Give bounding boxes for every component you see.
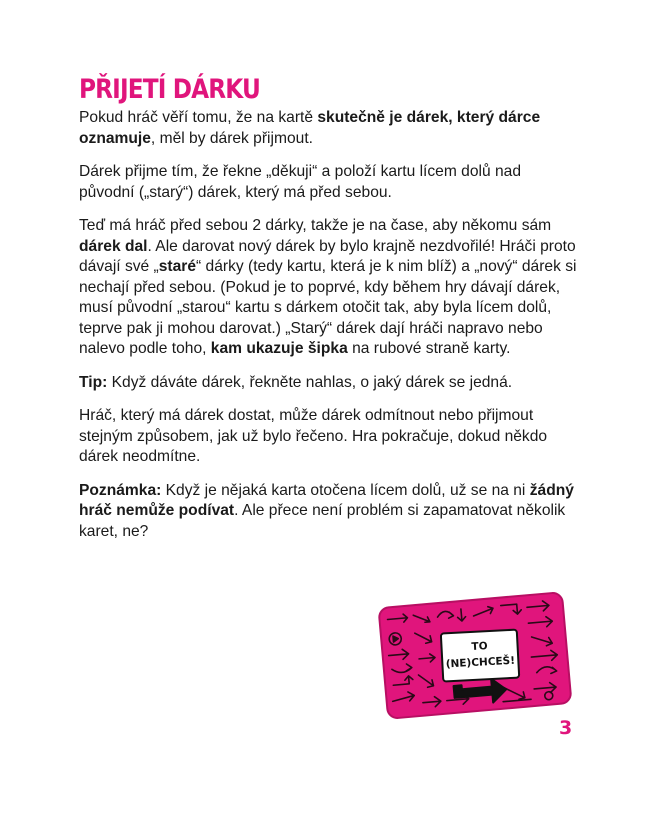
bold-text: skutečně je dárek, který dárce oznamuje xyxy=(79,109,541,147)
paragraph xyxy=(79,406,579,468)
text-run: Když je nějaká karta otočena lícem dolů, už se na ni xyxy=(161,481,530,499)
text-run: na rubové straně karty. xyxy=(347,340,511,357)
text-run: Pokud hráč věří tomu, že na kartě xyxy=(79,109,318,126)
paragraph xyxy=(79,162,579,203)
text-run: Hráč, který má dárek dostat, může dárek odmítnout nebo přijmout stejným způsobem, jak už bylo řečeno. Hra pokračuje, dokud někdo dárek neodmítne. xyxy=(79,407,548,465)
bold-text: Poznámka: xyxy=(79,481,162,499)
page-number: 3 xyxy=(559,717,573,739)
page-title: PŘIJETÍ DÁRKU xyxy=(79,74,260,105)
bold-text: žádný hráč nemůže podívat xyxy=(79,481,574,519)
text-run: Dárek přijme tím, že řekne „děkuji“ a položí kartu lícem dolů nad původní („starý“) dárek, který má před sebou. xyxy=(79,163,522,201)
bold-text: dárek dal xyxy=(79,237,148,255)
text-run: “ dárky (tedy kartu, která je k nim blíž) a „nový“ dárek si nechají před sebou. (Pokud je to poprvé, kdy během hry dávají dárek, musí původní „starou“ kartu s dárkem otočit tak, aby byla lícem dolů, teprve pak ji mohou darovat.) „Starý“ dárek dají hráči napravo nebo nalevo podle toho, xyxy=(79,258,577,357)
card-label-line: (NE)CHCEŠ! xyxy=(445,654,516,671)
text-run: . Ale darovat nový dárek by bylo krajně nezdvořilé! Hráči proto dávají své „ xyxy=(79,237,576,275)
text-run: . Ale přece není problém si zapamatovat několik karet, ne? xyxy=(79,502,566,540)
paragraph xyxy=(79,108,579,149)
card-label-line: TO xyxy=(471,640,488,653)
text-run: Když dáváte dárek, řekněte nahlas, o jaký dárek se jedná. xyxy=(107,373,513,391)
paragraph xyxy=(79,481,579,543)
paragraph xyxy=(79,373,579,394)
paragraph xyxy=(79,216,579,360)
card-label xyxy=(440,629,521,683)
bold-text: Tip: xyxy=(79,373,108,391)
text-run: Teď má hráč před sebou 2 dárky, takže je na čase, aby někomu sám xyxy=(79,217,552,234)
bold-text: staré xyxy=(158,258,197,275)
rules-text xyxy=(79,108,579,555)
bold-text: kam ukazuje šipka xyxy=(210,340,348,357)
card-back-illustration xyxy=(376,590,573,721)
text-run: , měl by dárek přijmout. xyxy=(150,129,313,147)
